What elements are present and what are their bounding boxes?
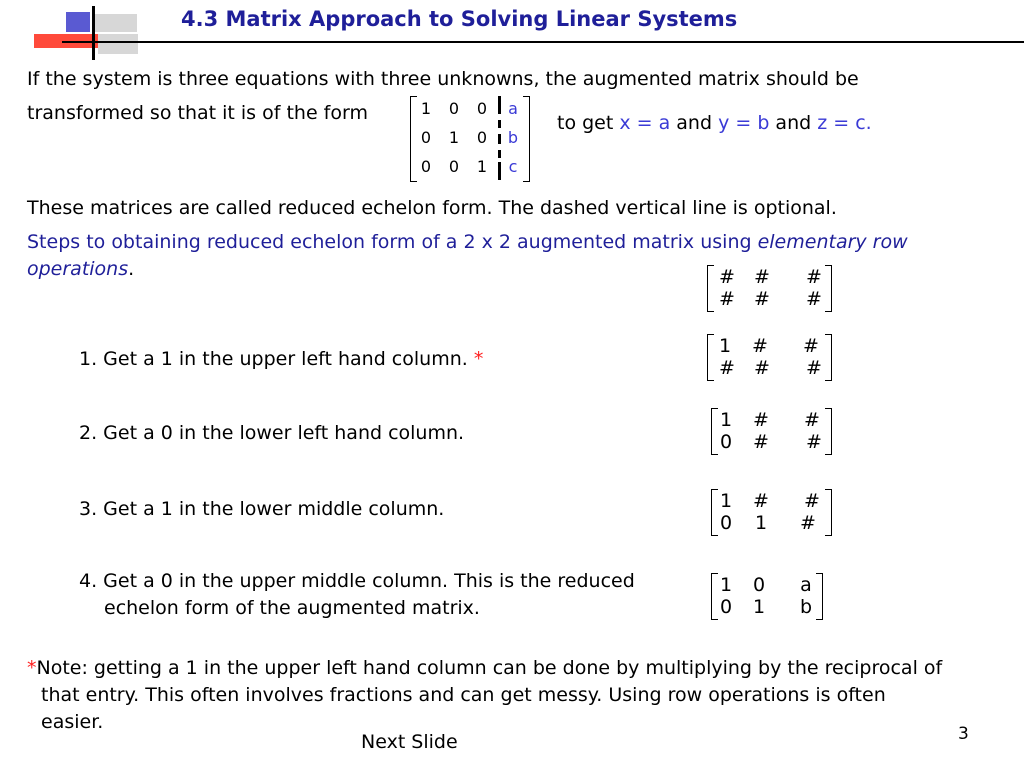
matrix-cell: 1 <box>476 157 488 176</box>
note-star: * <box>27 657 37 679</box>
slide-title: 4.3 Matrix Approach to Solving Linear Systems <box>181 7 738 31</box>
bracket-left <box>707 334 714 381</box>
note-line-2: that entry. This often involves fractions and can get messy. Using row operations is often <box>41 684 886 706</box>
reduced-echelon-note: These matrices are called reduced echelon form. The dashed vertical line is optional. <box>27 197 837 219</box>
matrix-cell: 1 <box>719 574 733 596</box>
matrix-cell: # <box>753 490 769 512</box>
step-4-continued: echelon form of the augmented matrix. <box>104 597 480 619</box>
step-1-star: * <box>473 348 484 370</box>
matrix-cell: 1 <box>420 99 432 118</box>
and-label: and <box>670 112 719 134</box>
matrix-cell: b <box>799 596 813 618</box>
matrix-cell: # <box>719 288 735 310</box>
matrix-cell: # <box>803 335 819 357</box>
matrix-cell: 0 <box>719 596 733 618</box>
y-equation: y = b <box>718 112 770 134</box>
matrix-cell: 1 <box>719 490 733 512</box>
dashed-line-segment <box>498 162 501 180</box>
steps-intro-text: Steps to obtaining reduced echelon form of a 2 x 2 augmented matrix using <box>27 231 758 253</box>
step-4: 4. Get a 0 in the upper middle column. This is the reduced <box>79 570 635 592</box>
bracket-right <box>816 573 823 620</box>
solution-text <box>557 109 872 137</box>
header-logo <box>0 0 140 60</box>
matrix-cell: 0 <box>420 128 432 147</box>
matrix-cell: a <box>508 99 518 118</box>
matrix-cell: 0 <box>719 431 733 453</box>
bracket-right <box>825 265 832 312</box>
matrix-2x3-reduced <box>711 573 823 620</box>
matrix-cell: # <box>754 288 770 310</box>
matrix-cell: # <box>753 409 769 431</box>
step-1 <box>79 345 483 373</box>
matrix-2x3-start <box>707 265 832 312</box>
note-line-3: easier. <box>41 711 104 733</box>
to-get-label: to get <box>557 112 620 134</box>
matrix-cell: # <box>753 431 769 453</box>
step-1-text: 1. Get a 1 in the upper left hand column. <box>79 348 474 370</box>
matrix-cell: 0 <box>448 99 460 118</box>
steps-intro-line-2 <box>27 255 134 283</box>
intro-line-2: transformed so that it is of the form <box>27 102 368 124</box>
matrix-cell: 1 <box>752 596 766 618</box>
step-3: 3. Get a 1 in the lower middle column. <box>79 498 445 520</box>
note-line-1 <box>27 654 942 682</box>
steps-intro-line-1 <box>27 228 908 256</box>
matrix-cell: c <box>508 157 518 176</box>
matrix-cell: # <box>754 357 770 379</box>
matrix-cell: 0 <box>476 128 488 147</box>
matrix-cell: 0 <box>752 574 766 596</box>
logo-grey-block <box>95 14 137 32</box>
matrix-cell: # <box>806 357 822 379</box>
dashed-line-segment <box>498 150 501 158</box>
logo-grey-block-2 <box>98 34 138 54</box>
bracket-right <box>523 96 530 182</box>
matrix-cell: 0 <box>719 512 733 534</box>
matrix-cell: a <box>800 574 812 596</box>
matrix-cell: 1 <box>448 128 460 147</box>
header-rule <box>62 41 1024 43</box>
bracket-right <box>825 334 832 381</box>
matrix-cell: # <box>804 490 820 512</box>
matrix-cell: 0 <box>448 157 460 176</box>
matrix-cell: # <box>719 266 735 288</box>
matrix-cell: 1 <box>754 512 768 534</box>
x-equation: x = a <box>619 112 671 134</box>
matrix-2x3-step-3 <box>711 489 832 536</box>
steps-intro-italic: operations <box>27 258 129 280</box>
matrix-cell: 0 <box>476 99 488 118</box>
dashed-line-segment <box>498 120 501 128</box>
dashed-line-segment <box>498 134 501 144</box>
steps-intro-period: . <box>128 258 135 280</box>
logo-vertical-line <box>92 6 95 60</box>
step-2: 2. Get a 0 in the lower left hand column. <box>79 422 465 444</box>
intro-line-1: If the system is three equations with three unknowns, the augmented matrix should be <box>27 68 859 90</box>
matrix-cell: # <box>806 288 822 310</box>
dashed-line-segment <box>498 96 501 114</box>
page-number: 3 <box>958 724 969 744</box>
matrix-2x3-step-1 <box>707 334 832 381</box>
bracket-right <box>825 408 832 455</box>
and-label: and <box>769 112 818 134</box>
matrix-cell: # <box>804 409 820 431</box>
matrix-cell: # <box>754 266 770 288</box>
matrix-cell: 1 <box>718 335 732 357</box>
matrix-cell: b <box>507 128 519 147</box>
matrix-cell: 1 <box>719 409 733 431</box>
matrix-cell: # <box>800 512 816 534</box>
reduced-matrix-3x3 <box>410 96 530 182</box>
matrix-cell: # <box>719 357 735 379</box>
next-slide-link[interactable]: Next Slide <box>361 731 458 753</box>
logo-blue-block <box>66 12 90 32</box>
bracket-left <box>410 96 417 182</box>
matrix-2x3-step-2 <box>711 408 832 455</box>
note-text: Note: getting a 1 in the upper left hand column can be done by multiplying by the reciprocal of <box>36 657 943 679</box>
matrix-cell: # <box>806 266 822 288</box>
bracket-left <box>707 265 714 312</box>
steps-intro-italic: elementary row <box>757 231 908 253</box>
matrix-cell: # <box>806 431 822 453</box>
matrix-cell: 0 <box>420 157 432 176</box>
bracket-right <box>825 489 832 536</box>
z-equation: z = c. <box>817 112 872 134</box>
matrix-cell: # <box>752 335 768 357</box>
